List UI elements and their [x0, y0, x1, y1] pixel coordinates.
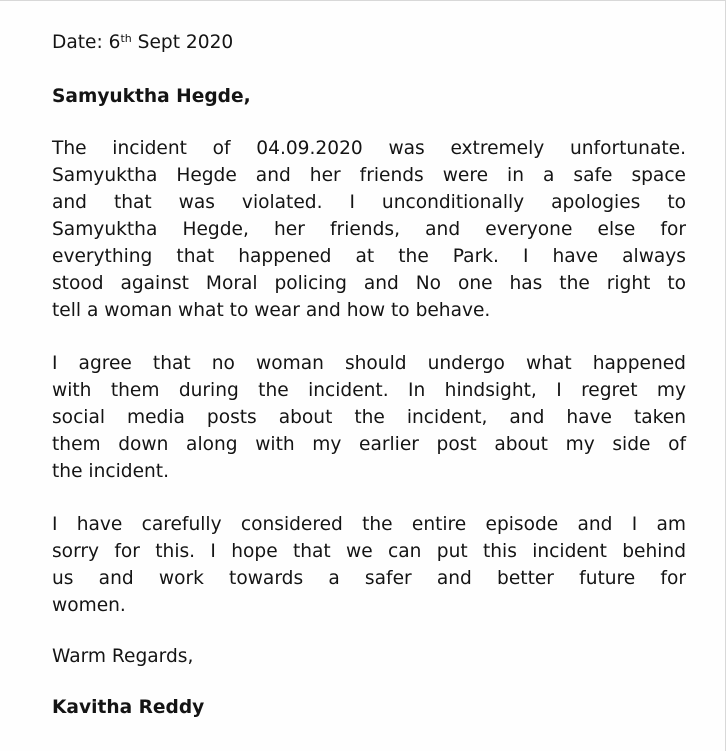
- date-prefix: Date: 6: [52, 32, 121, 53]
- paragraph-1-line-4: Samyuktha Hegde, her friends, and everyone else for: [52, 219, 686, 240]
- paragraph-1-line-3: and that was violated. I unconditionally apologies to: [52, 192, 686, 213]
- paragraph-1-line-1: The incident of 04.09.2020 was extremely unfortunate.: [52, 138, 686, 159]
- paragraph-1-line-5: everything that happened at the Park. I have always: [52, 246, 686, 267]
- date-rest: Sept 2020: [131, 32, 234, 53]
- signature-name: Kavitha Reddy: [52, 697, 205, 718]
- paragraph-3-line-3: us and work towards a safer and better future for: [52, 568, 686, 589]
- paragraph-1-line-2: Samyuktha Hegde and her friends were in a safe space: [52, 165, 686, 186]
- paragraph-2-line-2: with them during the incident. In hindsight, I regret my: [52, 380, 686, 401]
- paragraph-3-line-1: I have carefully considered the entire episode and I am: [52, 514, 686, 535]
- paragraph-3-line-4: women.: [52, 595, 126, 616]
- closing: Warm Regards,: [52, 646, 194, 667]
- paragraph-1-line-6: stood against Moral policing and No one has the right to: [52, 273, 686, 294]
- paragraph-2-line-4: them down along with my earlier post about my side of: [52, 434, 686, 455]
- paragraph-1-line-7: tell a woman what to wear and how to behave.: [52, 300, 491, 321]
- letter-date: [52, 29, 233, 56]
- paragraph-3-line-2: sorry for this. I hope that we can put this incident behind: [52, 541, 686, 562]
- salutation: Samyuktha Hegde,: [52, 86, 251, 107]
- paragraph-2-line-1: I agree that no woman should undergo what happened: [52, 353, 686, 374]
- paragraph-2-line-5: the incident.: [52, 461, 169, 482]
- date-ordinal-suffix: th: [120, 32, 132, 45]
- paragraph-2-line-3: social media posts about the incident, and have taken: [52, 407, 686, 428]
